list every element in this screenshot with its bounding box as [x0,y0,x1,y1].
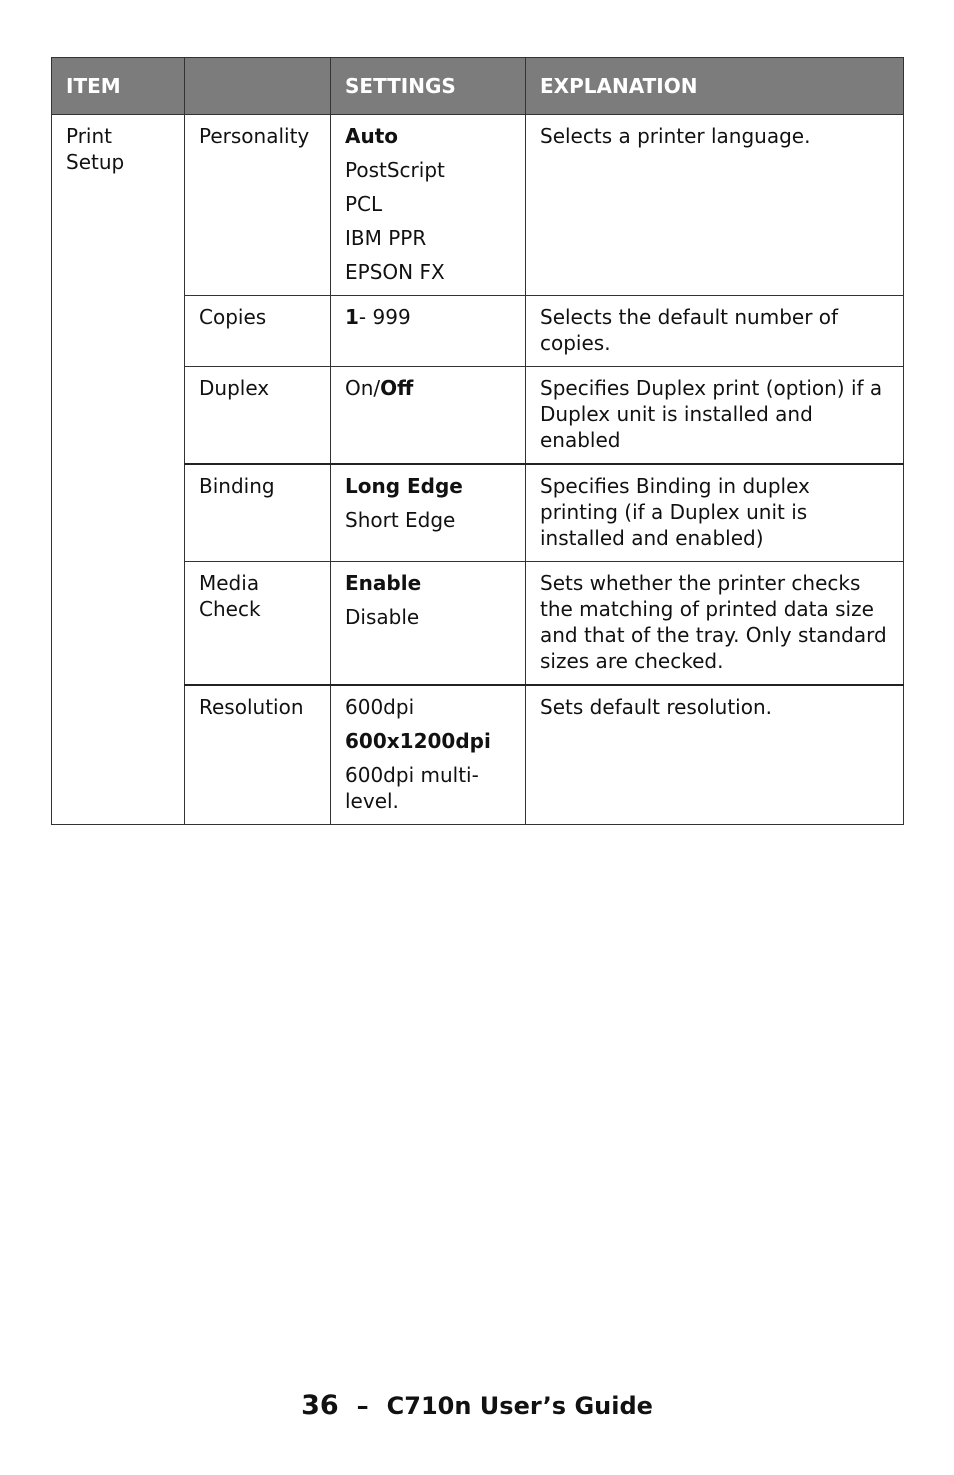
setting-options [331,464,526,562]
setting-explanation: Selects the default number of copies. [526,296,904,367]
footer-separator: – [356,1392,369,1420]
setting-option-range: - 999 [358,305,411,329]
setting-option: 600dpi multi-level. [345,763,479,813]
header-item: ITEM [52,58,185,115]
header-explanation: EXPLANATION [526,58,904,115]
setting-options [331,685,526,825]
header-settings: SETTINGS [331,58,526,115]
setting-option: PCL [345,192,383,216]
setting-option: Short Edge [345,508,456,532]
setting-option: PostScript [345,158,445,182]
setting-option-default: Off [380,376,414,400]
setting-option: Enable [345,571,422,595]
setting-option: Disable [345,605,420,629]
setting-explanation: Sets whether the printer checks the matching of printed data size and that of the tray. Only standard sizes are checked. [526,562,904,686]
setting-option: 600dpi [345,695,415,719]
setting-options [331,296,526,367]
setting-name: Personality [185,115,331,296]
setting-name: Media Check [185,562,331,686]
setting-explanation: Specifies Binding in duplex printing (if a Duplex unit is installed and enabled) [526,464,904,562]
setting-name: Duplex [185,367,331,465]
setting-options [331,367,526,465]
setting-option-default: 1 [345,305,359,329]
setting-option: EPSON FX [345,260,445,284]
setting-option: IBM PPR [345,226,427,250]
table-row [52,115,904,296]
item-cell: Print Setup [52,115,185,825]
setting-option: Auto [345,124,399,148]
setting-name: Binding [185,464,331,562]
setting-name: Copies [185,296,331,367]
setting-option: Long Edge [345,474,463,498]
setting-options [331,115,526,296]
setting-explanation: Specifies Duplex print (option) if a Duplex unit is installed and enabled [526,367,904,465]
setting-name: Resolution [185,685,331,825]
page-footer [0,1390,954,1421]
document-title: C710n User’s Guide [386,1392,653,1420]
setting-explanation: Sets default resolution. [526,685,904,825]
setting-option: On/ [345,376,381,400]
setting-option: 600x1200dpi [345,729,491,753]
table-header-row [52,58,904,115]
setting-options [331,562,526,686]
header-subitem [185,58,331,115]
page-number: 36 [301,1390,339,1421]
setting-explanation: Selects a printer language. [526,115,904,296]
printer-settings-table [51,57,904,825]
